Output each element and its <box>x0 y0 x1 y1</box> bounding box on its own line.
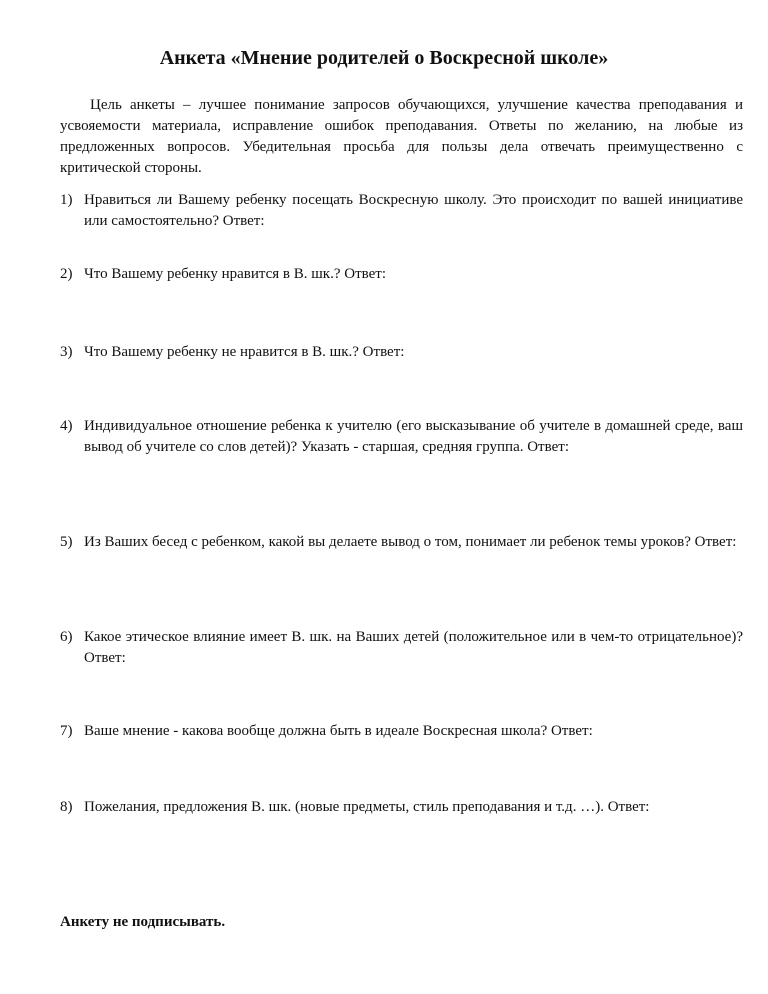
question-number: 1) <box>60 192 73 208</box>
question-6 <box>60 627 743 669</box>
question-text: Что Вашему ребенку нравится в В. шк.? Ответ: <box>84 266 387 282</box>
question-number: 8) <box>60 799 73 815</box>
question-8 <box>60 797 743 818</box>
question-1 <box>60 190 743 232</box>
intro-paragraph: Цель анкеты – лучшее понимание запросов обучающихся, улучшение качества преподавания и усвояемости материала, исправление ошибок преподавания. Ответы по желанию, на любые из предложенных вопросов. Убедительная просьба для пользы дела отвечать преимущественно с критической стороны. <box>60 97 743 176</box>
question-text: Что Вашему ребенку не нравится в В. шк.? Ответ: <box>84 344 405 360</box>
question-number: 3) <box>60 344 73 360</box>
question-3 <box>60 342 743 363</box>
question-text: Индивидуальное отношение ребенка к учителю (его высказывание об учителе в домашней среде, ваш вывод об учителе со слов детей)? Указать - старшая, средняя группа. Ответ: <box>84 418 743 455</box>
question-2 <box>60 264 743 285</box>
question-text: Ваше мнение - какова вообще должна быть в идеале Воскресная школа? Ответ: <box>84 723 593 739</box>
question-number: 2) <box>60 266 73 282</box>
question-number: 7) <box>60 723 73 739</box>
question-number: 4) <box>60 418 73 434</box>
question-text: Из Ваших бесед с ребенком, какой вы делаете вывод о том, понимает ли ребенок темы уроков? Ответ: <box>84 534 737 550</box>
document-title: Анкета «Мнение родителей о Воскресной школе» <box>159 47 609 69</box>
footer-note: Анкету не подписывать. <box>60 914 226 930</box>
question-text: Какое этическое влияние имеет В. шк. на Ваших детей (положительное или в чем-то отрицательное)? Ответ: <box>84 629 743 666</box>
question-text: Пожелания, предложения В. шк. (новые предметы, стиль преподавания и т.д. …). Ответ: <box>84 799 650 815</box>
question-number: 5) <box>60 534 73 550</box>
question-4 <box>60 416 743 458</box>
question-number: 6) <box>60 629 73 645</box>
question-7 <box>60 721 743 742</box>
question-text: Нравиться ли Вашему ребенку посещать Воскресную школу. Это происходит по вашей инициативе или самостоятельно? Ответ: <box>84 192 743 229</box>
question-5 <box>60 532 743 553</box>
